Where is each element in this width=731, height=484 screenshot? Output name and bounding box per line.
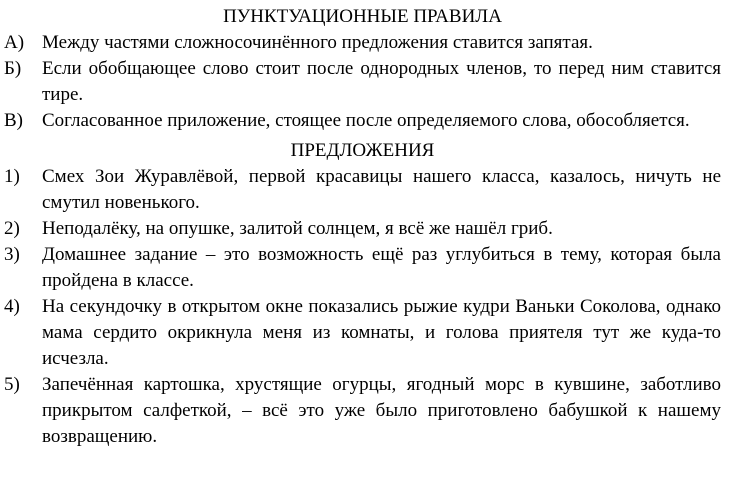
rule-item-a [4,30,721,56]
rule-item-v [4,108,721,134]
sentence-marker: 4) [4,296,20,317]
rule-text: Между частями сложносочинённого предложения ставится запятая. [42,32,593,53]
sentence-text: Неподалёку, на опушке, залитой солнцем, я всё же нашёл гриб. [42,218,553,239]
sentence-item-5 [4,372,721,450]
rule-text: Если обобщающее слово стоит после однородных членов, то перед ним ставится тире. [42,58,721,105]
sentence-marker: 5) [4,374,20,395]
rule-text: Согласованное приложение, стоящее после определяемого слова, обособляется. [42,110,690,131]
sentence-text: Запечённая картошка, хрустящие огурцы, ягодный морс в кувшине, заботливо прикрытом салфеткой, – всё это уже было приготовлено бабушкой к нашему возвращению. [42,374,721,447]
rules-heading: ПУНКТУАЦИОННЫЕ ПРАВИЛА [223,6,502,27]
rule-marker: А) [4,32,25,53]
sentence-marker: 1) [4,166,20,187]
sentence-text: На секундочку в открытом окне показались рыжие кудри Ваньки Соколова, однако мама сердито окрикнула меня из комнаты, и голова приятеля тут же куда-то исчезла. [42,296,721,369]
sentence-marker: 2) [4,218,20,239]
sentence-item-2 [4,216,721,242]
sentence-item-1 [4,164,721,216]
sentence-text: Смех Зои Журавлёвой, первой красавицы нашего класса, казалось, ничуть не смутил новенького. [42,166,721,213]
sentence-item-3 [4,242,721,294]
sentences-list [4,164,721,450]
rules-list [4,30,721,134]
sentence-text: Домашнее задание – это возможность ещё раз углубиться в тему, которая была пройдена в классе. [42,244,721,291]
rule-marker: Б) [4,58,22,79]
rule-item-b [4,56,721,108]
sentence-marker: 3) [4,244,20,265]
rule-marker: В) [4,110,23,131]
sentences-heading: ПРЕДЛОЖЕНИЯ [290,140,435,161]
sentence-item-4 [4,294,721,372]
